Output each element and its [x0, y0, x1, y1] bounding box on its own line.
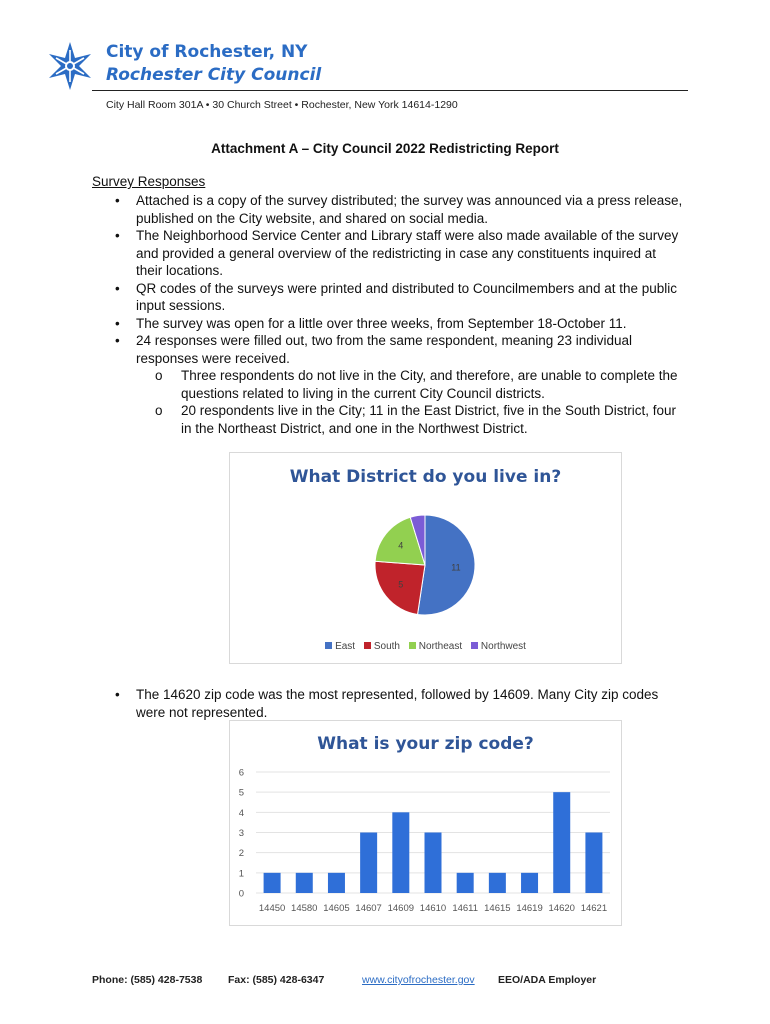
bar-14620	[553, 792, 570, 893]
section-heading: Survey Responses	[92, 174, 206, 189]
pie-slice-east	[418, 515, 475, 615]
list-item-text: The survey was open for a little over three weeks, from September 18-October 11.	[136, 315, 627, 331]
bar-14609	[392, 812, 409, 893]
zip-bar-chart	[229, 720, 622, 926]
bar-14580	[296, 873, 313, 893]
footer-eeo: EEO/ADA Employer	[498, 974, 597, 986]
bar-14450	[264, 873, 281, 893]
x-tick-label: 14611	[452, 903, 479, 914]
pie-data-label: 4	[398, 540, 404, 551]
list-item-text: QR codes of the surveys were printed and distributed to Councilmembers and at the public input sessions.	[136, 280, 678, 313]
address: City Hall Room 301A • 30 Church Street • Rochester, New York 14614-1290	[106, 99, 458, 111]
x-tick-label: 14607	[355, 903, 382, 914]
pie-chart-svg	[230, 453, 621, 633]
y-tick-label: 6	[238, 767, 244, 779]
sub-list-item	[181, 367, 684, 402]
sub-list-item-text: 20 respondents live in the City; 11 in the East District, five in the South District, four in the Northeast District, and one in the Northwest District.	[181, 403, 676, 436]
website-link[interactable]: www.cityofrochester.gov	[362, 974, 475, 986]
y-tick-label: 5	[238, 787, 244, 799]
legend-item-northeast	[409, 641, 462, 652]
pie-chart-title: What District do you live in?	[289, 467, 562, 487]
bar-chart-title: What is your zip code?	[317, 734, 534, 754]
legend-item-east	[325, 641, 355, 652]
bar-14610	[425, 833, 442, 894]
x-tick-label: 14450	[258, 903, 286, 914]
list-item-text: 24 responses were filled out, two from the same respondent, meaning 23 individual responses were received.	[136, 333, 633, 366]
bar-14615	[489, 873, 506, 893]
list-item	[136, 315, 684, 333]
header-divider	[92, 90, 688, 91]
legend-label: South	[373, 641, 400, 652]
page-title: Attachment A – City Council 2022 Redistricting Report	[211, 141, 559, 156]
x-tick-label: 14621	[580, 903, 608, 914]
x-tick-label: 14620	[548, 903, 575, 914]
list-item	[136, 332, 684, 437]
district-pie-chart	[229, 452, 622, 664]
x-tick-label: 14580	[291, 903, 318, 914]
pie-legend	[230, 641, 621, 652]
bar-14605	[328, 873, 345, 893]
sub-list-item	[181, 402, 684, 437]
x-tick-label: 14609	[387, 903, 415, 914]
bar-14611	[457, 873, 474, 893]
x-tick-label: 14605	[323, 903, 350, 914]
footer-website[interactable]	[362, 974, 475, 986]
x-tick-label: 14610	[419, 903, 447, 914]
org-name: City of Rochester, NY	[106, 42, 308, 62]
y-tick-label: 2	[238, 848, 244, 860]
city-seal-logo-icon	[44, 40, 96, 92]
bar-14607	[360, 833, 377, 894]
pie-data-label: 11	[451, 562, 461, 573]
footer-phone: Phone: (585) 428-7538	[92, 974, 203, 986]
zip-bullet: • The 14620 zip code was the most represented, followed by 14609. Many City zip codes were not represented.	[136, 686, 684, 721]
bar-14621	[585, 833, 602, 894]
legend-item-northwest	[471, 641, 526, 652]
legend-label: Northwest	[480, 641, 526, 652]
org-subname: Rochester City Council	[106, 65, 322, 85]
legend-item-south	[364, 641, 400, 652]
sub-bullet-list	[136, 367, 684, 437]
list-item	[136, 192, 684, 227]
y-tick-label: 3	[238, 828, 244, 839]
legend-label: Northeast	[418, 641, 463, 652]
y-tick-label: 0	[238, 888, 244, 900]
legend-label: East	[335, 641, 356, 652]
bar-14619	[521, 873, 538, 893]
y-tick-label: 1	[238, 868, 244, 880]
list-item	[136, 227, 684, 280]
bullet-list	[136, 192, 684, 437]
bar-chart-svg	[230, 721, 621, 925]
list-item-text: Attached is a copy of the survey distributed; the survey was announced via a press release, published on the City website, and shared on social media.	[136, 193, 683, 226]
footer-fax: Fax: (585) 428-6347	[228, 974, 325, 986]
pie-data-label: 5	[398, 579, 404, 590]
x-tick-label: 14615	[484, 903, 511, 914]
x-tick-label: 14619	[516, 903, 543, 914]
list-item	[136, 280, 684, 315]
y-tick-label: 4	[238, 807, 244, 819]
sub-list-item-text: Three respondents do not live in the City, and therefore, are unable to complete the questions related to living in the current City Council districts.	[181, 368, 678, 401]
list-item-text: The Neighborhood Service Center and Library staff were also made available of the survey and provided a general overview of the redistricting in case any constituents inquired at their locations.	[136, 228, 679, 278]
